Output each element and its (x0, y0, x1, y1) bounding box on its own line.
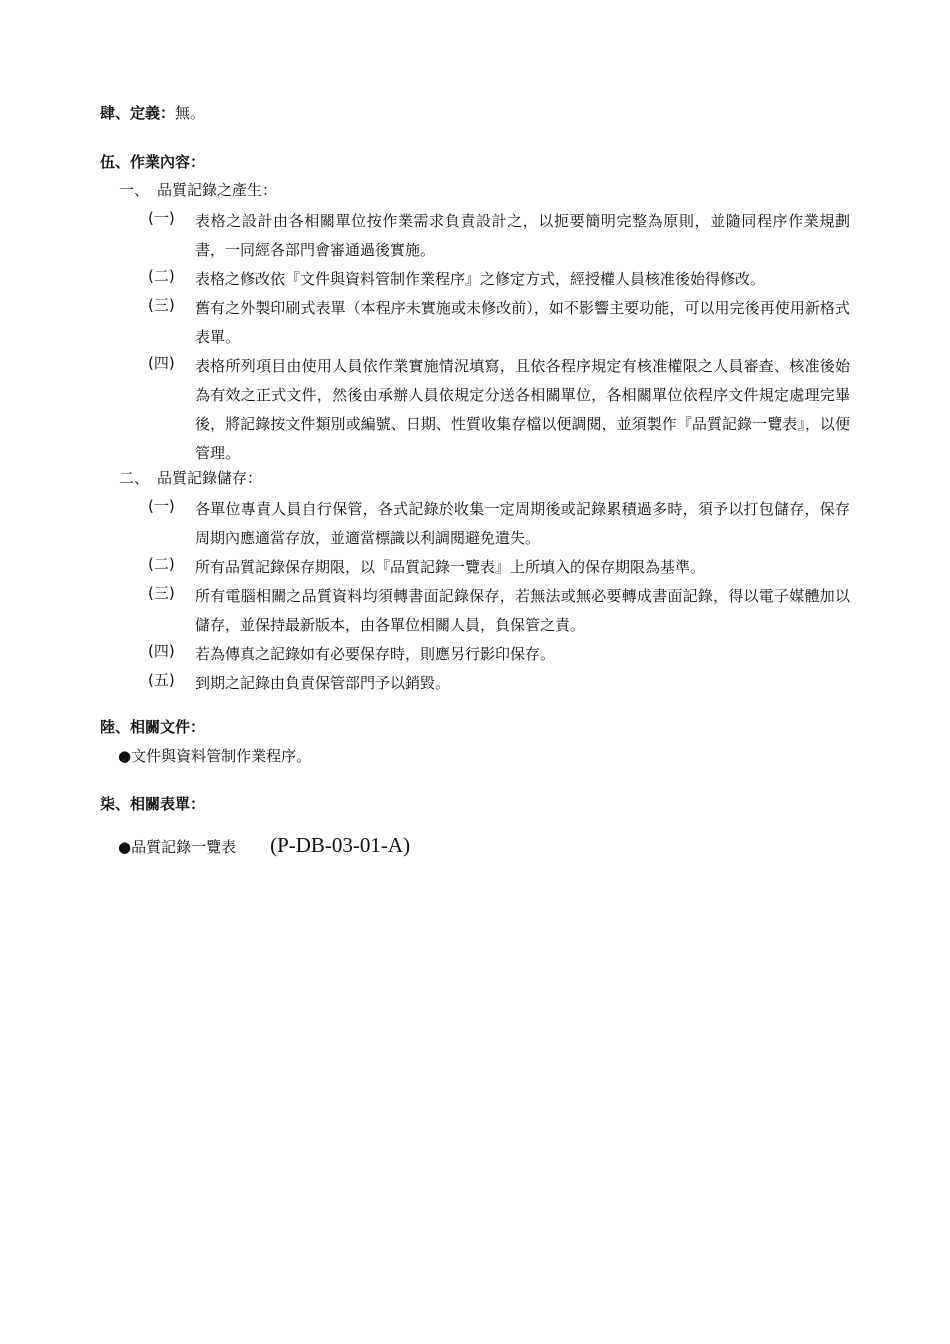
item-number: (四) (148, 354, 175, 372)
form-name: ●品質記錄一覽表 (118, 838, 237, 856)
subsection-title: 品質記錄之產生： (157, 181, 278, 199)
item-number: (二) (148, 267, 175, 285)
item-text: 所有電腦相關之品質資料均須轉書面記錄保存，若無法或無必要轉成書面記錄，得以電子媒體加以儲存，並保持最新版本，由各單位相關人員，負保管之責。 (195, 587, 850, 634)
section-title-work-content: 伍、作業內容： (100, 153, 206, 171)
list-item (148, 669, 860, 698)
section-title-related-documents: 陸、相關文件： (100, 718, 206, 736)
list-item (148, 352, 860, 468)
item-text: 所有品質記錄保存期限，以『品質記錄一覽表』上所填入的保存期限為基準。 (195, 558, 706, 576)
item-number: (一) (148, 209, 175, 227)
item-number: (三) (148, 584, 175, 602)
related-form-item (118, 833, 410, 858)
related-document-item: ●文件與資料管制作業程序。 (118, 747, 312, 765)
list-item (148, 582, 860, 640)
item-number: (五) (148, 671, 175, 689)
subsection-header (119, 179, 277, 200)
item-text: 各單位專責人員自行保管，各式記錄於收集一定周期後或記錄累積過多時，須予以打包儲存，保存周期內應適當存放，並適當標識以利調閱避免遺失。 (195, 500, 850, 547)
item-number: (一) (148, 497, 175, 515)
subsection-header (119, 467, 262, 488)
section-title: 肆、定義： (100, 104, 176, 122)
list-item (148, 553, 860, 582)
list-item (148, 495, 860, 553)
item-number: (二) (148, 555, 175, 573)
item-text: 表格之修改依『文件與資料管制作業程序』之修定方式，經授權人員核准後始得修改。 (195, 270, 766, 288)
section-title-related-forms: 柒、相關表單： (100, 795, 206, 813)
item-text: 到期之記錄由負責保管部門予以銷毀。 (195, 674, 451, 692)
item-text: 表格之設計由各相關單位按作業需求負責設計之，以扼要簡明完整為原則，並隨同程序作業規劃書，一同經各部門會審通過後實施。 (195, 212, 850, 259)
section-definitions (100, 102, 205, 123)
item-text: 若為傳真之記錄如有必要保存時，則應另行影印保存。 (195, 645, 556, 663)
item-number: (三) (148, 296, 175, 314)
item-number: (四) (148, 642, 175, 660)
form-code: (P-DB-03-01-A) (270, 833, 411, 857)
subsection-number: 一、 (119, 181, 150, 199)
subsection-number: 二、 (119, 469, 150, 487)
list-item (148, 294, 860, 352)
subsection-title: 品質記錄儲存： (157, 469, 263, 487)
list-item (148, 207, 860, 265)
list-item (148, 640, 860, 669)
item-text: 表格所列項目由使用人員依作業實施情況填寫，且依各程序規定有核准權限之人員審查、核准後始為有效之正式文件，然後由承辦人員依規定分送各相關單位，各相關單位依程序文件規定處理完畢後，將記錄按文件類別或編號、日期、性質收集存檔以便調閱，並須製作『品質記錄一覽表』，以便管理。 (195, 357, 850, 462)
section-content: 無。 (175, 104, 206, 122)
list-item (148, 265, 860, 294)
item-text: 舊有之外製印刷式表單（本程序未實施或未修改前），如不影響主要功能，可以用完後再使用新格式表單。 (195, 299, 850, 346)
